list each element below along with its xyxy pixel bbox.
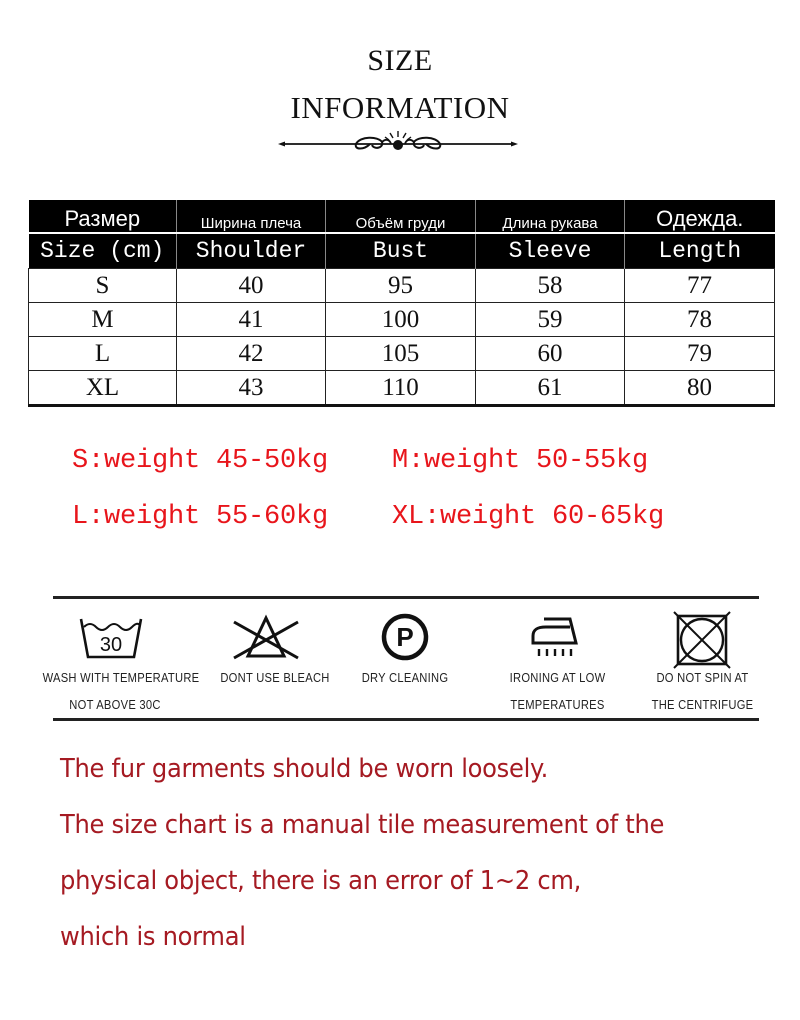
size-table xyxy=(28,200,775,407)
dry-clean-p-icon xyxy=(380,612,430,662)
cell-size: M xyxy=(29,303,177,337)
header-ru-bust: Объём груди xyxy=(326,200,476,233)
svg-text:30: 30 xyxy=(99,634,123,656)
no-bleach-icon xyxy=(230,614,302,660)
cell-bust: 95 xyxy=(326,269,476,303)
care-label-spin: DO NOT SPIN AT xyxy=(656,670,749,685)
cell-bust: 105 xyxy=(326,337,476,371)
cell-shoulder: 42 xyxy=(177,337,326,371)
care-label-spin-line2: THE CENTRIFUGE xyxy=(651,697,754,712)
cell-sleeve: 59 xyxy=(476,303,625,337)
wash-30-icon xyxy=(78,617,144,659)
table-row xyxy=(29,371,775,406)
cell-bust: 100 xyxy=(326,303,476,337)
note-measurement-1: The size chart is a manual tile measurement of the xyxy=(60,810,665,840)
title-size: SIZE xyxy=(367,44,433,77)
header-en-sleeve: Sleeve xyxy=(476,233,625,269)
header-en-size: Size (cm) xyxy=(29,233,177,269)
cell-length: 79 xyxy=(625,337,775,371)
cell-size: L xyxy=(29,337,177,371)
care-label-dry-clean: DRY CLEANING xyxy=(361,670,449,685)
cell-size: S xyxy=(29,269,177,303)
cell-length: 80 xyxy=(625,371,775,406)
note-measurement-2: physical object, there is an error of 1~2 cm, xyxy=(60,866,582,896)
cell-length: 77 xyxy=(625,269,775,303)
care-bottom-divider xyxy=(53,718,759,721)
care-top-divider xyxy=(53,596,759,599)
table-header-russian xyxy=(29,200,775,233)
care-label-wash: WASH WITH TEMPERATURE xyxy=(42,670,200,685)
header-ru-length: Одежда. xyxy=(625,200,775,233)
cell-sleeve: 58 xyxy=(476,269,625,303)
table-header-english xyxy=(29,233,775,269)
table-row xyxy=(29,269,775,303)
cell-length: 78 xyxy=(625,303,775,337)
cell-shoulder: 43 xyxy=(177,371,326,406)
svg-text:P: P xyxy=(396,622,414,652)
note-loose-fit: The fur garments should be worn loosely. xyxy=(60,754,549,784)
header-ru-shoulder: Ширина плеча xyxy=(177,200,326,233)
note-measurement-3: which is normal xyxy=(60,922,246,952)
no-tumble-dry-icon xyxy=(672,610,732,670)
cell-sleeve: 61 xyxy=(476,371,625,406)
table-row xyxy=(29,303,775,337)
iron-low-icon xyxy=(530,616,582,660)
weight-xl: XL:weight 60-65kg xyxy=(392,502,665,532)
weight-s: S:weight 45-50kg xyxy=(72,446,329,476)
cell-shoulder: 41 xyxy=(177,303,326,337)
care-label-iron-line2: TEMPERATURES xyxy=(510,697,605,712)
title-information: INFORMATION xyxy=(290,90,510,125)
table-row xyxy=(29,337,775,371)
flourish-divider-icon xyxy=(278,128,518,160)
cell-size: XL xyxy=(29,371,177,406)
header-ru-sleeve: Длина рукава xyxy=(476,200,625,233)
header-en-length: Length xyxy=(625,233,775,269)
cell-bust: 110 xyxy=(326,371,476,406)
weight-m: M:weight 50-55kg xyxy=(392,446,649,476)
cell-sleeve: 60 xyxy=(476,337,625,371)
care-label-wash-line2: NOT ABOVE 30C xyxy=(69,697,161,712)
care-label-iron: IRONING AT LOW xyxy=(509,670,606,685)
care-label-bleach: DONT USE BLEACH xyxy=(220,670,330,685)
header-en-bust: Bust xyxy=(326,233,476,269)
header-en-shoulder: Shoulder xyxy=(177,233,326,269)
cell-shoulder: 40 xyxy=(177,269,326,303)
header-ru-size: Размер xyxy=(29,200,177,233)
weight-l: L:weight 55-60kg xyxy=(72,502,329,532)
